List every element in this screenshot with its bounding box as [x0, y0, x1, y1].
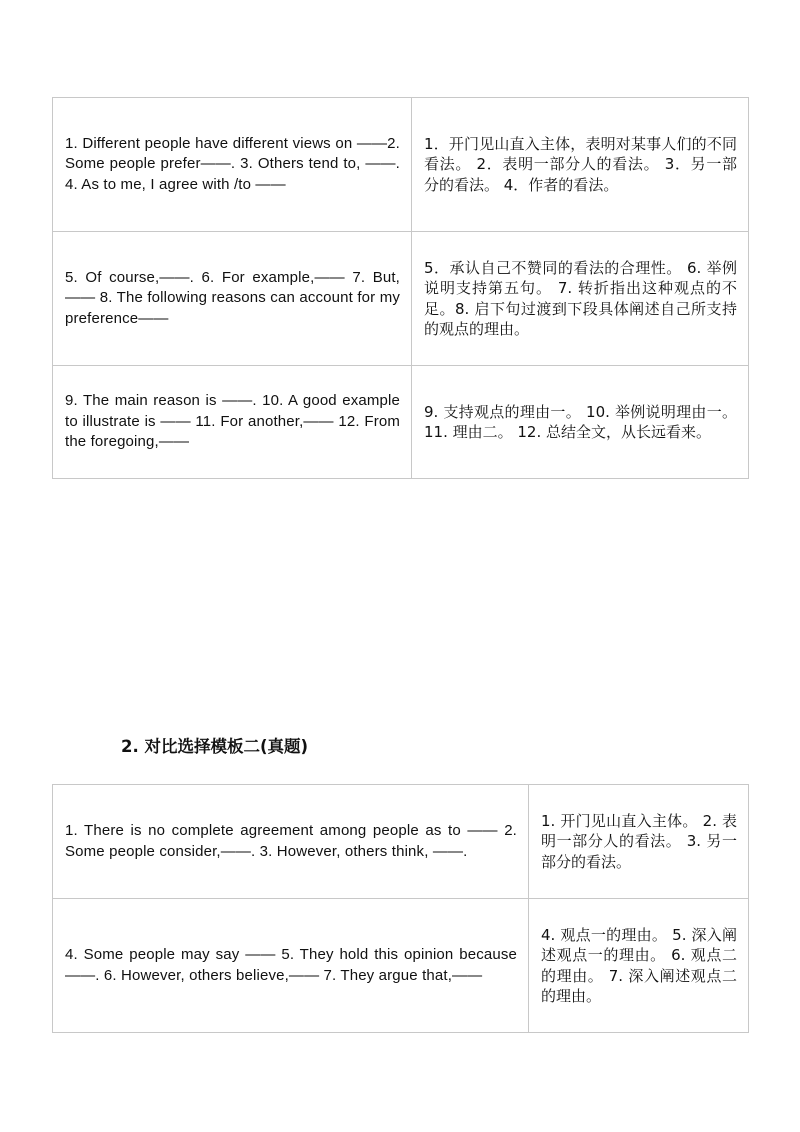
- english-template-cell: 9. The main reason is ——. 10. A good example to illustrate is —— 11. For another,—— 12. From the foregoing,——: [53, 366, 412, 479]
- chinese-explanation-cell: 9. 支持观点的理由一。 10. 举例说明理由一。 11. 理由二。 12. 总结全文，从长远看来。: [412, 366, 749, 479]
- chinese-explanation-cell: 4. 观点一的理由。 5. 深入阐述观点一的理由。 6. 观点二的理由。 7. 深入阐述观点二的理由。: [529, 899, 749, 1033]
- chinese-explanation-cell: 1．开门见山直入主体，表明对某事人们的不同看法。 2．表明一部分人的看法。 3．另一部分的看法。 4．作者的看法。: [412, 98, 749, 232]
- table-row: [53, 366, 749, 479]
- table-row: [53, 232, 749, 366]
- template-table-2: [52, 784, 749, 1033]
- english-template-cell: 1. There is no complete agreement among people as to —— 2. Some people consider,——. 3. However, others think, ——.: [53, 785, 529, 899]
- english-template-cell: 5. Of course,——. 6. For example,—— 7. But,—— 8. The following reasons can account for my preference——: [53, 232, 412, 366]
- table-row: [53, 899, 749, 1033]
- section-heading: 2. 对比选择模板二(真题): [121, 737, 309, 756]
- english-template-cell: 4. Some people may say —— 5. They hold this opinion because——. 6. However, others believe,—— 7. They argue that,——: [53, 899, 529, 1033]
- template-table-1: [52, 97, 749, 479]
- chinese-explanation-cell: 5．承认自己不赞同的看法的合理性。 6. 举例说明支持第五句。 7. 转折指出这种观点的不足。8. 启下句过渡到下段具体阐述自己所支持的观点的理由。: [412, 232, 749, 366]
- chinese-explanation-cell: 1. 开门见山直入主体。 2. 表明一部分人的看法。 3. 另一部分的看法。: [529, 785, 749, 899]
- english-template-cell: 1. Different people have different views on ——2. Some people prefer——. 3. Others tend to, ——. 4. As to me, I agree with /to ——: [53, 98, 412, 232]
- table-row: [53, 98, 749, 232]
- table-row: [53, 785, 749, 899]
